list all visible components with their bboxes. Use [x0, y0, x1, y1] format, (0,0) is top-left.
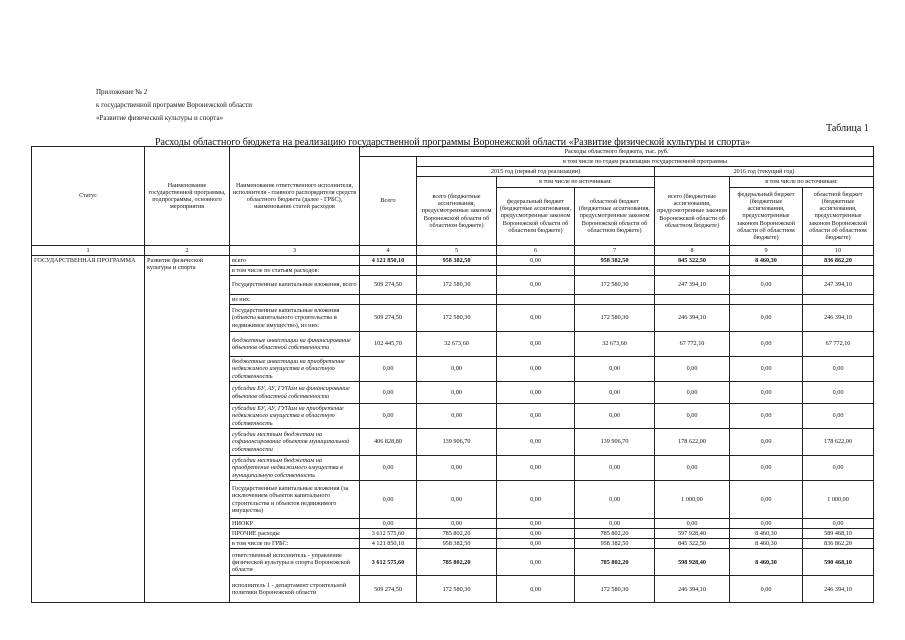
- cell-value: [497, 265, 575, 275]
- header-col-own: всего (бюджетные ассигнования, предусмотренные законом Воронежской области об областном бюджете): [417, 177, 497, 245]
- appendix-note: [96, 88, 886, 122]
- cell-value: [417, 294, 497, 304]
- cell-value: 0,00: [655, 404, 730, 429]
- row-label: всего: [230, 255, 360, 265]
- cell-value: 958 382,50: [417, 255, 497, 265]
- cell-value: 0,00: [360, 456, 417, 481]
- cell-value: 785 802,20: [417, 529, 497, 539]
- cell-value: 0,00: [655, 382, 730, 404]
- cell-value: 836 862,20: [803, 539, 874, 549]
- header-by-years: в том числе по годам реализации государственной программы: [417, 157, 874, 167]
- cell-value: [655, 265, 730, 275]
- cell-value: 0,00: [497, 275, 575, 294]
- cell-value: 246 394,10: [655, 576, 730, 603]
- row-label: исполнитель 1 - департамент строительной политики Воронежской области: [230, 576, 360, 603]
- cell-value: 0,00: [575, 382, 655, 404]
- cell-value: 139 906,70: [417, 429, 497, 456]
- header-sources-2015: в том числе по источникам:: [497, 177, 655, 187]
- cell-value: 0,00: [803, 519, 874, 529]
- cell-value: 0,00: [730, 382, 803, 404]
- cell-value: 0,00: [575, 456, 655, 481]
- cell-value: 67 772,10: [655, 332, 730, 357]
- cell-value: 0,00: [360, 382, 417, 404]
- cell-value: 8 460,30: [730, 539, 803, 549]
- cell-value: 0,00: [497, 332, 575, 357]
- cell-value: 246 394,10: [655, 305, 730, 332]
- appendix-line-3: «Развитие физической культуры и спорта»: [96, 114, 224, 123]
- cell-value: 0,00: [730, 429, 803, 456]
- cell-value: 0,00: [497, 481, 575, 519]
- page-title: Расходы областного бюджета на реализацию государственной программы Воронежской области «Развитие физической культуры и спорта»: [155, 137, 751, 148]
- cell-value: 0,00: [497, 429, 575, 456]
- row-label: Государственные капитальные вложения (объекты капитального строительства и недвижимое имущество), из них:: [230, 305, 360, 332]
- cell-value: 139 906,70: [575, 429, 655, 456]
- col-number: 10: [803, 245, 874, 255]
- col-number: 9: [730, 245, 803, 255]
- cell-value: 0,00: [803, 357, 874, 382]
- cell-value: [730, 265, 803, 275]
- cell-value: 0,00: [497, 539, 575, 549]
- cell-value: 1 000,00: [803, 481, 874, 519]
- header-col-reg: областной бюджет (бюджетные ассигнования, предусмотренные законом Воронежской области об областном бюджете): [575, 187, 655, 245]
- cell-value: 0,00: [575, 519, 655, 529]
- row-status: ГОСУДАРСТВЕННАЯ ПРОГРАММА: [32, 255, 145, 603]
- col-number: 3: [230, 245, 360, 255]
- cell-value: 0,00: [730, 519, 803, 529]
- cell-value: 0,00: [730, 332, 803, 357]
- cell-value: 0,00: [497, 357, 575, 382]
- cell-value: 1 000,00: [655, 481, 730, 519]
- header-total: Всего: [360, 157, 417, 245]
- cell-value: 0,00: [497, 382, 575, 404]
- cell-value: 0,00: [497, 549, 575, 576]
- cell-value: 0,00: [655, 519, 730, 529]
- header-status: Статус: [32, 147, 145, 246]
- cell-value: 958 382,50: [575, 255, 655, 265]
- expenses-table: [31, 146, 874, 603]
- cell-value: 246 394,10: [803, 305, 874, 332]
- cell-value: 172 580,30: [417, 275, 497, 294]
- header-year-2016: 2016 год (текущий год): [655, 167, 874, 177]
- cell-value: 0,00: [730, 357, 803, 382]
- cell-value: [803, 265, 874, 275]
- cell-value: 589 468,10: [803, 529, 874, 539]
- cell-value: 598 928,40: [655, 549, 730, 576]
- cell-value: 246 394,10: [803, 576, 874, 603]
- cell-value: 0,00: [497, 519, 575, 529]
- cell-value: 32 673,60: [417, 332, 497, 357]
- header-sources-2016: в том числе по источникам:: [730, 177, 874, 187]
- cell-value: 0,00: [360, 357, 417, 382]
- cell-value: 172 580,30: [417, 305, 497, 332]
- row-label: ответственный исполнитель - управление физической культуры и спорта Воронежской области: [230, 549, 360, 576]
- cell-value: 0,00: [497, 305, 575, 332]
- col-number: 1: [32, 245, 145, 255]
- cell-value: 172 580,30: [417, 576, 497, 603]
- cell-value: 0,00: [575, 357, 655, 382]
- cell-value: 102 445,70: [360, 332, 417, 357]
- cell-value: 3 612 575,60: [360, 529, 417, 539]
- cell-value: 0,00: [417, 382, 497, 404]
- cell-value: 590 468,10: [803, 549, 874, 576]
- cell-value: 8 460,30: [730, 255, 803, 265]
- cell-value: [417, 265, 497, 275]
- cell-value: 0,00: [497, 404, 575, 429]
- cell-value: 67 772,10: [803, 332, 874, 357]
- cell-value: 0,00: [730, 275, 803, 294]
- col-number: 6: [497, 245, 575, 255]
- cell-value: 178 622,00: [655, 429, 730, 456]
- row-label: в том числе по ГРБС:: [230, 539, 360, 549]
- cell-value: [803, 294, 874, 304]
- cell-value: [655, 294, 730, 304]
- row-label: Государственные капитальные вложения, всего: [230, 275, 360, 294]
- cell-value: 509 274,50: [360, 305, 417, 332]
- header-year-2015: 2015 год (первый год реализации): [417, 167, 655, 177]
- cell-value: 0,00: [497, 529, 575, 539]
- cell-value: 0,00: [360, 404, 417, 429]
- col-number: 2: [145, 245, 230, 255]
- table-number: Таблица 1: [826, 123, 869, 134]
- row-label: бюджетные инвестиции на финансирование объектов областной собственности: [230, 332, 360, 357]
- table-row: [32, 255, 874, 265]
- cell-value: 178 622,00: [803, 429, 874, 456]
- row-program: Развитие физической культуры и спорта: [145, 255, 230, 603]
- cell-value: 845 322,50: [655, 539, 730, 549]
- cell-value: 509 274,50: [360, 275, 417, 294]
- cell-value: 0,00: [575, 404, 655, 429]
- cell-value: 0,00: [730, 456, 803, 481]
- col-number: 8: [655, 245, 730, 255]
- cell-value: 836 862,20: [803, 255, 874, 265]
- cell-value: 597 928,40: [655, 529, 730, 539]
- cell-value: 0,00: [497, 576, 575, 603]
- cell-value: [575, 294, 655, 304]
- cell-value: 0,00: [655, 456, 730, 481]
- row-label: в том числе по статьям расходов:: [230, 265, 360, 275]
- cell-value: [730, 294, 803, 304]
- row-label: субсидии БУ, АУ, ГУПам на финансирование объектов областной собственности: [230, 382, 360, 404]
- column-number-row: [32, 245, 874, 255]
- cell-value: 0,00: [417, 357, 497, 382]
- cell-value: 172 580,30: [575, 275, 655, 294]
- row-label: бюджетные инвестиции на приобретение недвижимого имущества в областную собственность: [230, 357, 360, 382]
- cell-value: 0,00: [803, 382, 874, 404]
- cell-value: 0,00: [360, 481, 417, 519]
- cell-value: [575, 265, 655, 275]
- cell-value: 0,00: [730, 404, 803, 429]
- cell-value: 8 460,30: [730, 529, 803, 539]
- cell-value: 0,00: [730, 305, 803, 332]
- cell-value: 958 382,50: [575, 539, 655, 549]
- cell-value: 172 580,30: [575, 305, 655, 332]
- cell-value: 0,00: [803, 456, 874, 481]
- cell-value: 3 612 575,60: [360, 549, 417, 576]
- header-budget: Расходы областного бюджета, тыс. руб.: [360, 147, 874, 157]
- cell-value: 0,00: [497, 456, 575, 481]
- row-label: Государственные капитальные вложения (за исключением объектов капитального строительства и объектов недвижимого имущества): [230, 481, 360, 519]
- cell-value: 0,00: [730, 481, 803, 519]
- cell-value: 0,00: [417, 456, 497, 481]
- col-number: 4: [360, 245, 417, 255]
- cell-value: 785 802,20: [575, 549, 655, 576]
- cell-value: 406 828,80: [360, 429, 417, 456]
- cell-value: 0,00: [417, 404, 497, 429]
- appendix-line-2: к государственной программе Воронежской области: [96, 101, 253, 110]
- cell-value: 247 394,10: [655, 275, 730, 294]
- cell-value: [497, 294, 575, 304]
- cell-value: 0,00: [655, 357, 730, 382]
- cell-value: [360, 265, 417, 275]
- cell-value: 4 121 850,10: [360, 539, 417, 549]
- cell-value: 785 802,20: [575, 529, 655, 539]
- cell-value: 0,00: [417, 519, 497, 529]
- col-number: 7: [575, 245, 655, 255]
- cell-value: 509 274,50: [360, 576, 417, 603]
- cell-value: 0,00: [360, 519, 417, 529]
- cell-value: 785 802,20: [417, 549, 497, 576]
- cell-value: 0,00: [730, 576, 803, 603]
- cell-value: [360, 294, 417, 304]
- cell-value: 4 121 850,10: [360, 255, 417, 265]
- cell-value: 845 322,50: [655, 255, 730, 265]
- header-col-fed: федеральный бюджет (бюджетные ассигнования, предусмотренные законом Воронежской области об областном бюджете): [497, 187, 575, 245]
- header-col-fed-2016: федеральный бюджет (бюджетные ассигнования, предусмотренные законом Воронежской области об областном бюджете): [730, 187, 803, 245]
- row-label: из них:: [230, 294, 360, 304]
- row-label: ПРОЧИЕ расходы: [230, 529, 360, 539]
- header-program: Наименование государственной программы, подпрограммы, основного мероприятия: [145, 147, 230, 246]
- col-number: 5: [417, 245, 497, 255]
- cell-value: 0,00: [497, 255, 575, 265]
- cell-value: 0,00: [803, 404, 874, 429]
- row-label: НИОКР: [230, 519, 360, 529]
- cell-value: 247 394,10: [803, 275, 874, 294]
- cell-value: 32 673,60: [575, 332, 655, 357]
- row-label: субсидии БУ, АУ, ГУПам на приобретение недвижимого имущества в областную собственность: [230, 404, 360, 429]
- cell-value: 172 580,30: [575, 576, 655, 603]
- cell-value: 958 382,50: [417, 539, 497, 549]
- row-label: субсидии местным бюджетам на приобретение недвижимого имущества в муниципальную собственность: [230, 456, 360, 481]
- cell-value: 0,00: [417, 481, 497, 519]
- cell-value: 8 460,30: [730, 549, 803, 576]
- header-col-own-2016: всего (бюджетные ассигнования, предусмотренные законом Воронежской области об областном бюджете): [655, 177, 730, 245]
- header-col-reg-2016: областной бюджет (бюджетные ассигнования, предусмотренные законом Воронежской области об областном бюджете): [803, 187, 874, 245]
- appendix-line-1: Приложение № 2: [96, 88, 148, 96]
- row-label: субсидии местным бюджетам на софинансирование объектов муниципальной собственности: [230, 429, 360, 456]
- cell-value: 0,00: [575, 481, 655, 519]
- header-executor: Наименование ответственного исполнителя, исполнителя - главного распорядителя средств областного бюджета (далее - ГРБС), наименование статей расходов: [230, 147, 360, 246]
